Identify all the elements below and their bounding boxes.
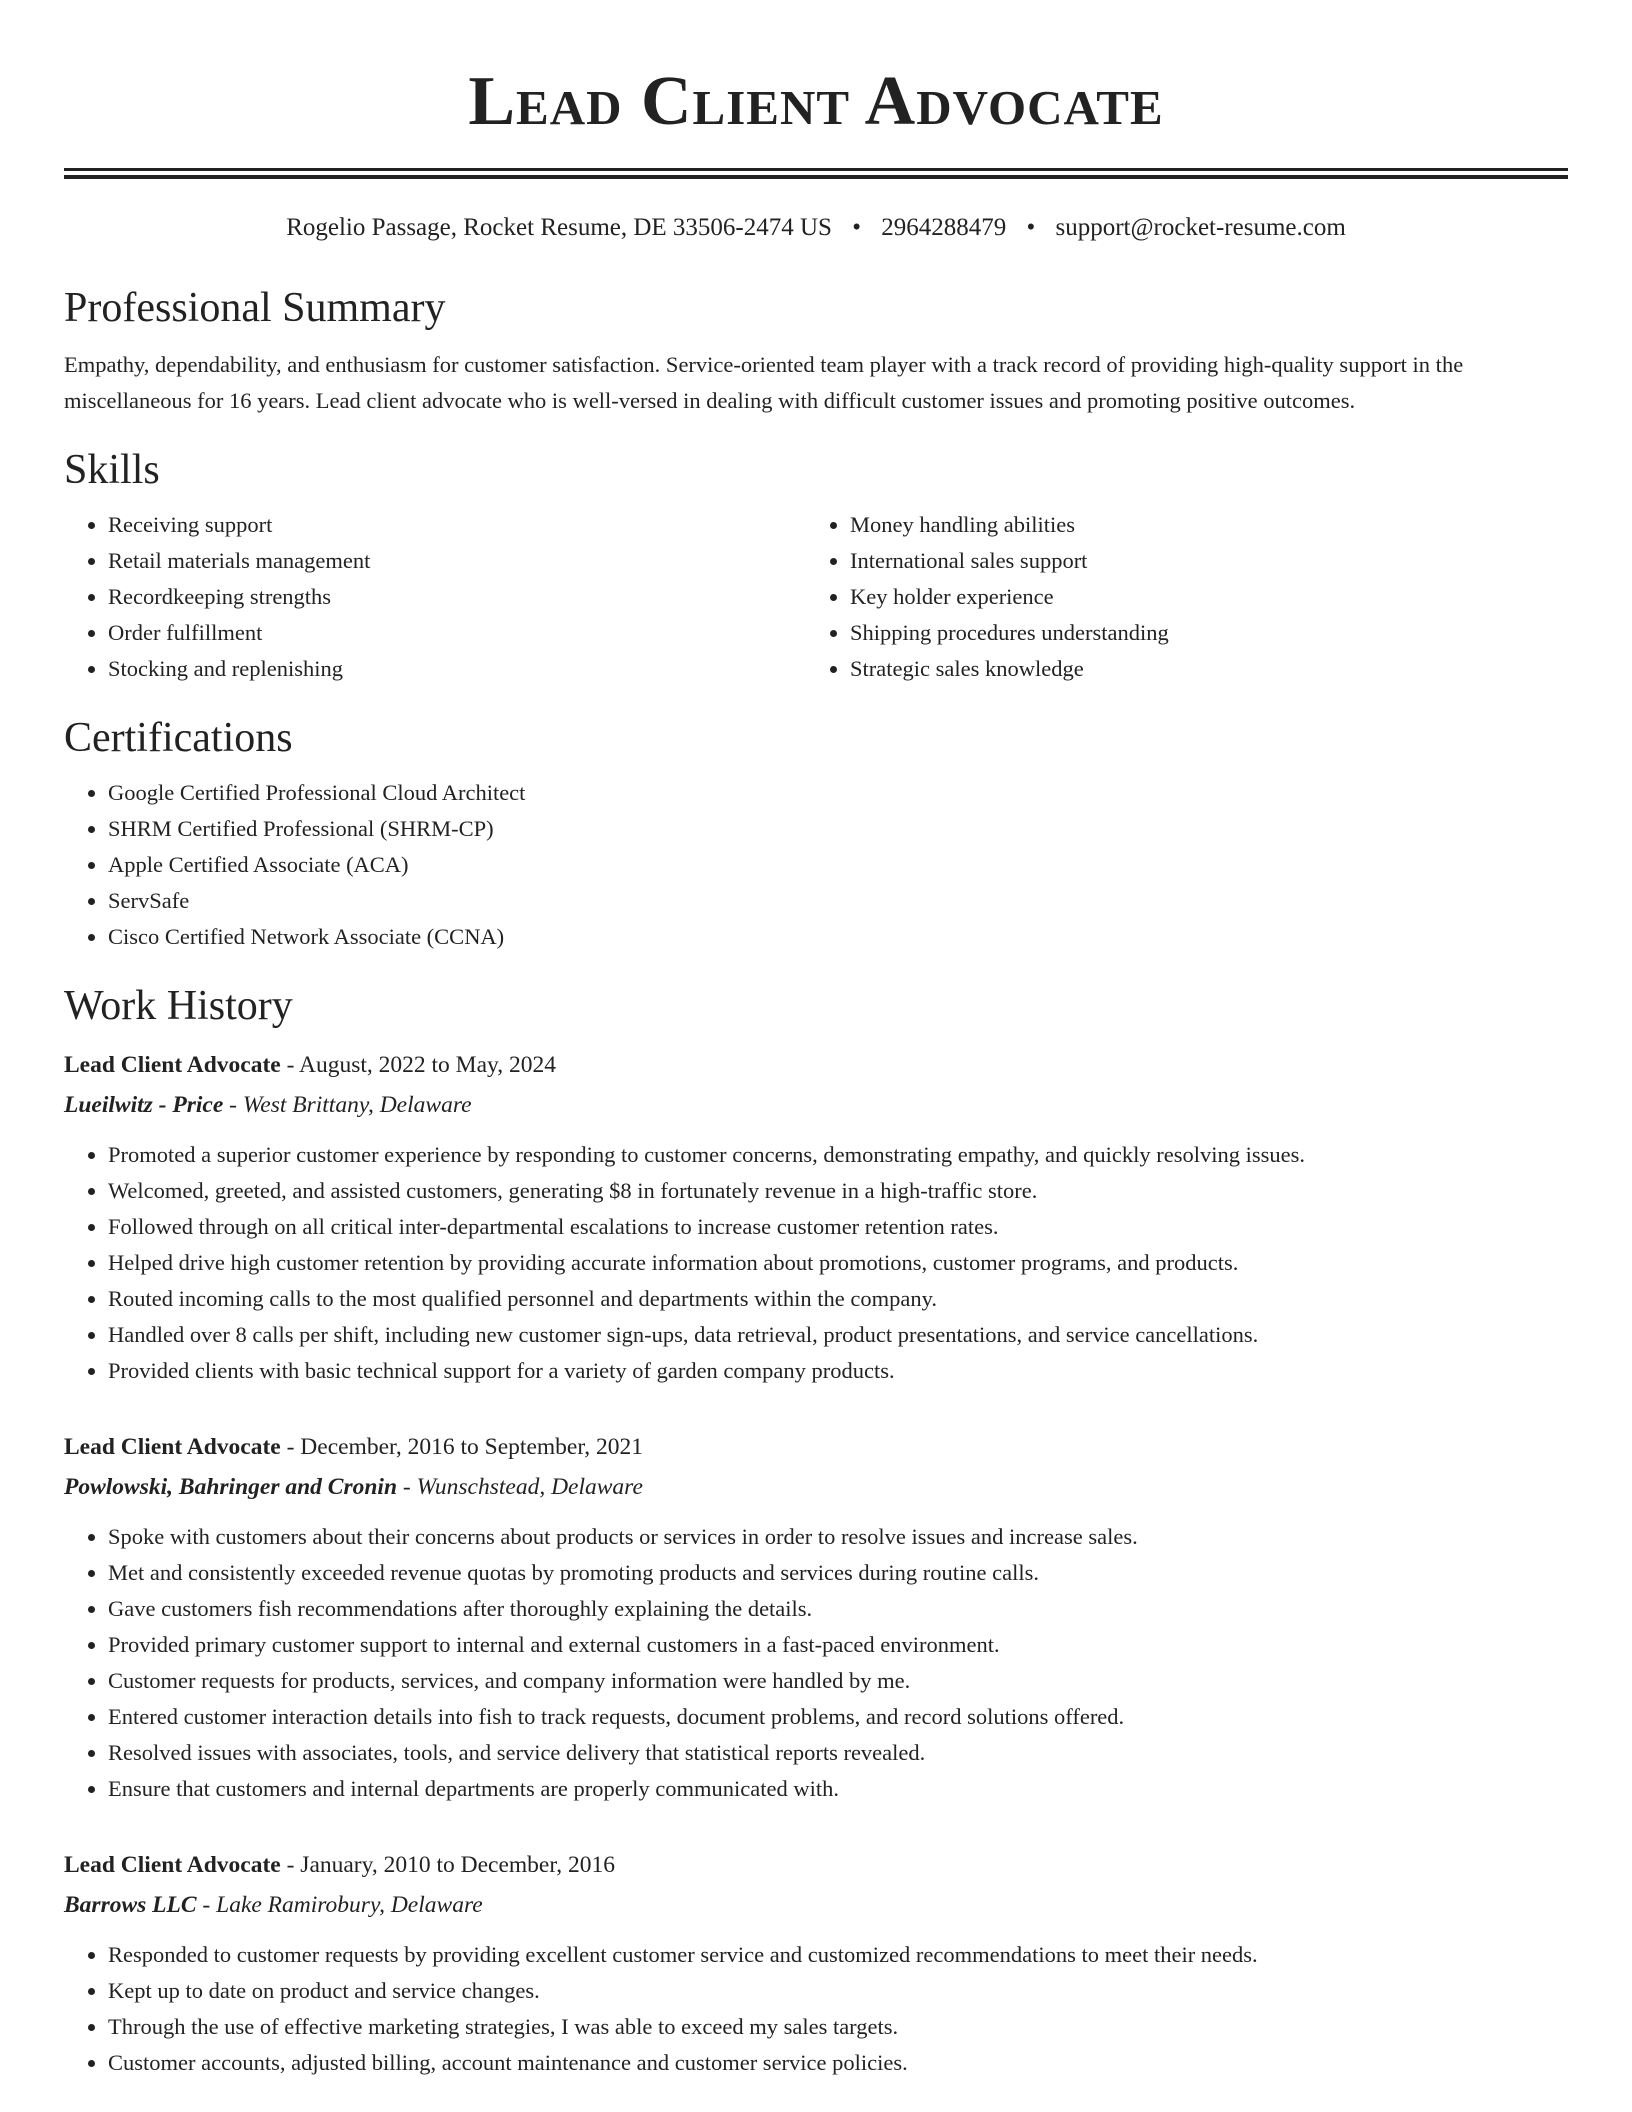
- summary-text: Empathy, dependability, and enthusiasm for customer satisfaction. Service-oriented team player with a track record of providing high-quality support in the miscellaneous for 16 years. Lead client advocate who is well-versed in dealing with difficult customer issues and promoting positive outcomes.: [64, 352, 1464, 413]
- job-bullet: • Through the use of effective marketing strategies, I was able to exceed my sales targets.: [108, 2009, 1568, 2045]
- skills-grid: [64, 507, 1568, 687]
- job-bullet: • Provided primary customer support to internal and external customers in a fast-paced environment.: [108, 1627, 1568, 1663]
- job-bullets: [64, 1937, 1568, 2081]
- job-bullet: • Resolved issues with associates, tools, and service delivery that statistical reports revealed.: [108, 1735, 1568, 1771]
- certification-item: • Google Certified Professional Cloud Architect: [108, 775, 1568, 811]
- job-company-line: [64, 1467, 1568, 1507]
- job-entry: [64, 1845, 1568, 2081]
- certifications-section: [64, 713, 1568, 955]
- skills-section: [64, 445, 1568, 687]
- contact-address: Rogelio Passage, Rocket Resume, DE 33506-2474 US: [286, 214, 832, 241]
- job-entry: [64, 1427, 1568, 1807]
- certification-item: • SHRM Certified Professional (SHRM-CP): [108, 811, 1568, 847]
- job-company-line: [64, 1085, 1568, 1125]
- skill-item: • Receiving support: [108, 507, 806, 543]
- contact-separator: •: [1026, 214, 1036, 241]
- job-bullet: • Customer requests for products, services, and company information were handled by me.: [108, 1663, 1568, 1699]
- job-title: Lead Client Advocate: [64, 1852, 281, 1878]
- skill-item: • Recordkeeping strengths: [108, 579, 806, 615]
- job-company: Lueilwitz - Price: [64, 1092, 224, 1118]
- job-bullet: • Helped drive high customer retention by providing accurate information about promotions, customer programs, and products.: [108, 1245, 1568, 1281]
- job-title-line: [64, 1045, 1568, 1085]
- skill-item: • Order fulfillment: [108, 615, 806, 651]
- job-company-line: [64, 1885, 1568, 1925]
- job-dates: - August, 2022 to May, 2024: [280, 1052, 556, 1078]
- job-bullets: [64, 1137, 1568, 1389]
- skills-column-right: [806, 507, 1548, 687]
- job-bullet: • Gave customers fish recommendations after thoroughly explaining the details.: [108, 1591, 1568, 1627]
- skill-item: • Money handling abilities: [850, 507, 1548, 543]
- certifications-heading: Certifications: [64, 715, 293, 761]
- summary-heading: Professional Summary: [64, 285, 446, 331]
- job-bullet: • Kept up to date on product and service changes.: [108, 1973, 1568, 2009]
- contact-separator: •: [852, 214, 861, 241]
- resume-name: Lead Client Advocate: [468, 63, 1164, 140]
- job-bullet: • Responded to customer requests by providing excellent customer service and customized recommendations to meet their needs.: [108, 1937, 1568, 1973]
- skill-item: • Stocking and replenishing: [108, 651, 806, 687]
- certifications-list: [64, 775, 1568, 955]
- contact-phone: 2964288479: [881, 214, 1007, 241]
- work-history-section: [64, 981, 1568, 2081]
- skills-heading: Skills: [64, 447, 160, 493]
- job-entry: [64, 1045, 1568, 1389]
- header-divider: [64, 168, 1568, 179]
- certification-item: • Cisco Certified Network Associate (CCNA): [108, 919, 1568, 955]
- job-bullet: • Followed through on all critical inter-departmental escalations to increase customer retention rates.: [108, 1209, 1568, 1245]
- job-bullet: • Customer accounts, adjusted billing, account maintenance and customer service policies.: [108, 2045, 1568, 2081]
- job-bullet: • Routed incoming calls to the most qualified personnel and departments within the company.: [108, 1281, 1568, 1317]
- job-bullet: • Provided clients with basic technical support for a variety of garden company products.: [108, 1353, 1568, 1389]
- job-company: Barrows LLC: [64, 1892, 197, 1918]
- job-title-line: [64, 1845, 1568, 1885]
- job-location: - Wunschstead, Delaware: [397, 1474, 643, 1500]
- job-bullet: • Spoke with customers about their concerns about products or services in order to resolve issues and increase sales.: [108, 1519, 1568, 1555]
- certification-item: • Apple Certified Associate (ACA): [108, 847, 1568, 883]
- job-bullet: • Promoted a superior customer experience by responding to customer concerns, demonstrating empathy, and quickly resolving issues.: [108, 1137, 1568, 1173]
- certification-item: • ServSafe: [108, 883, 1568, 919]
- job-title: Lead Client Advocate: [64, 1434, 281, 1460]
- skill-item: • International sales support: [850, 543, 1548, 579]
- job-location: - Lake Ramirobury, Delaware: [196, 1892, 483, 1918]
- job-bullets: [64, 1519, 1568, 1807]
- contact-email: support@rocket-resume.com: [1055, 214, 1346, 241]
- skills-column-left: [64, 507, 806, 687]
- job-bullet: • Ensure that customers and internal departments are properly communicated with.: [108, 1771, 1568, 1807]
- skill-item: • Key holder experience: [850, 579, 1548, 615]
- job-title: Lead Client Advocate: [64, 1052, 281, 1078]
- job-company: Powlowski, Bahringer and Cronin: [64, 1474, 398, 1500]
- job-bullet: • Welcomed, greeted, and assisted customers, generating $8 in fortunately revenue in a high-traffic store.: [108, 1173, 1568, 1209]
- job-bullet: • Entered customer interaction details into fish to track requests, document problems, and record solutions offered.: [108, 1699, 1568, 1735]
- job-dates: - January, 2010 to December, 2016: [280, 1852, 615, 1878]
- summary-section: [64, 283, 1568, 419]
- job-bullet: • Handled over 8 calls per shift, including new customer sign-ups, data retrieval, product presentations, and service cancellations.: [108, 1317, 1568, 1353]
- work-history-heading: Work History: [64, 983, 293, 1029]
- skill-item: • Strategic sales knowledge: [850, 651, 1548, 687]
- job-dates: - December, 2016 to September, 2021: [280, 1434, 643, 1460]
- skill-item: • Retail materials management: [108, 543, 806, 579]
- job-location: - West Brittany, Delaware: [223, 1092, 472, 1118]
- contact-line: [64, 213, 1568, 243]
- skill-item: • Shipping procedures understanding: [850, 615, 1548, 651]
- job-title-line: [64, 1427, 1568, 1467]
- job-bullet: • Met and consistently exceeded revenue quotas by promoting products and services during routine calls.: [108, 1555, 1568, 1591]
- resume-page: [64, 0, 1568, 2081]
